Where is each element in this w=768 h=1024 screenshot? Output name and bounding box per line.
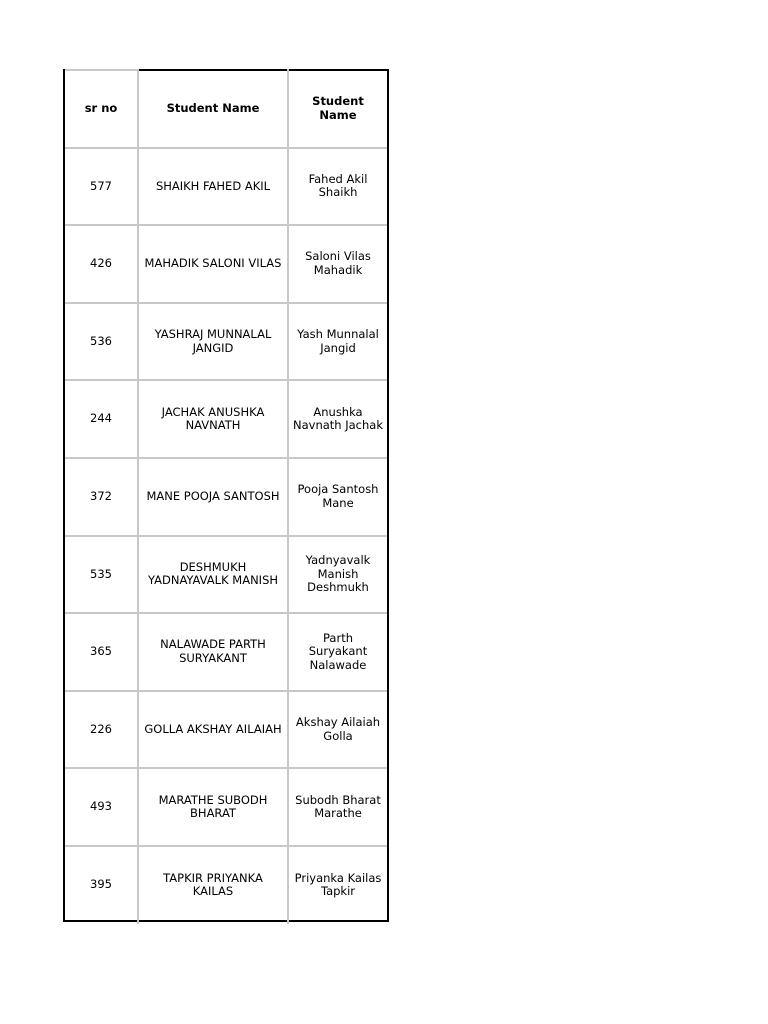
table-row	[65, 380, 387, 458]
cell-sr-no: 536	[65, 303, 138, 381]
cell-sr-no: 372	[65, 458, 138, 536]
cell-student-name-alt: Priyanka Kailas Tapkir	[288, 846, 387, 924]
table-row	[65, 768, 387, 846]
header-student-name: Student Name	[138, 70, 288, 148]
cell-student-name: GOLLA AKSHAY AILAIAH	[138, 691, 288, 769]
cell-student-name: YASHRAJ MUNNALAL JANGID	[138, 303, 288, 381]
table-row	[65, 536, 387, 614]
cell-sr-no: 244	[65, 380, 138, 458]
table-row	[65, 148, 387, 226]
cell-student-name: MANE POOJA SANTOSH	[138, 458, 288, 536]
cell-student-name-alt: Subodh Bharat Marathe	[288, 768, 387, 846]
table-row	[65, 225, 387, 303]
table-row	[65, 846, 387, 924]
table-row	[65, 303, 387, 381]
cell-sr-no: 395	[65, 846, 138, 924]
cell-sr-no: 535	[65, 536, 138, 614]
cell-student-name-alt: Anushka Navnath Jachak	[288, 380, 387, 458]
cell-sr-no: 426	[65, 225, 138, 303]
cell-student-name-alt: Saloni Vilas Mahadik	[288, 225, 387, 303]
cell-student-name-alt: Akshay Ailaiah Golla	[288, 691, 387, 769]
cell-student-name: MARATHE SUBODH BHARAT	[138, 768, 288, 846]
header-sr-no: sr no	[65, 70, 138, 148]
table-row	[65, 613, 387, 691]
cell-student-name-alt: Parth Suryakant Nalawade	[288, 613, 387, 691]
table-row	[65, 458, 387, 536]
cell-student-name: NALAWADE PARTH SURYAKANT	[138, 613, 288, 691]
cell-sr-no: 577	[65, 148, 138, 226]
cell-sr-no: 365	[65, 613, 138, 691]
header-student-name-alt: Student Name	[288, 70, 387, 148]
cell-sr-no: 226	[65, 691, 138, 769]
cell-student-name-alt: Yash Munnalal Jangid	[288, 303, 387, 381]
cell-student-name-alt: Pooja Santosh Mane	[288, 458, 387, 536]
cell-student-name-alt: Fahed Akil Shaikh	[288, 148, 387, 226]
cell-student-name: JACHAK ANUSHKA NAVNATH	[138, 380, 288, 458]
student-table-frame	[63, 69, 389, 922]
table-row	[65, 691, 387, 769]
cell-sr-no: 493	[65, 768, 138, 846]
cell-student-name-alt: Yadnyavalk Manish Deshmukh	[288, 536, 387, 614]
student-table	[65, 69, 387, 924]
cell-student-name: SHAIKH FAHED AKIL	[138, 148, 288, 226]
header-row	[65, 70, 387, 148]
cell-student-name: TAPKIR PRIYANKA KAILAS	[138, 846, 288, 924]
cell-student-name: DESHMUKH YADNAYAVALK MANISH	[138, 536, 288, 614]
cell-student-name: MAHADIK SALONI VILAS	[138, 225, 288, 303]
